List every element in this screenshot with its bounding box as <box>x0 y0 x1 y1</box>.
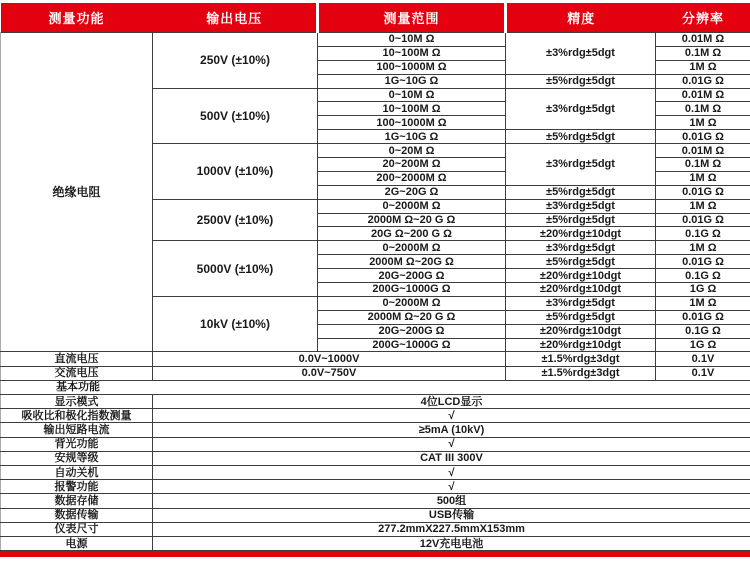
accuracy-cell: ±5%rdg±5dgt <box>506 185 656 199</box>
resolution-cell: 1M Ω <box>656 199 750 213</box>
row-label-cell: 数据传输 <box>1 508 153 522</box>
row-value-cell: 277.2mmX227.5mmX153mm <box>153 522 750 536</box>
row-label-cell: 自动关机 <box>1 465 153 479</box>
row-label-cell: 吸收比和极化指数测量 <box>1 409 153 423</box>
row-value-cell: 500组 <box>153 494 750 508</box>
resolution-cell: 0.01G Ω <box>656 255 750 269</box>
resolution-cell: 0.1V <box>656 352 750 366</box>
row-value-cell: 12V充电电池 <box>153 536 750 550</box>
range-cell: 1G~10G Ω <box>318 130 506 144</box>
resolution-cell: 0.1M Ω <box>656 46 750 60</box>
accuracy-cell: ±20%rdg±10dgt <box>506 324 656 338</box>
table-row <box>1 33 750 47</box>
accuracy-cell: ±5%rdg±5dgt <box>506 130 656 144</box>
resolution-cell: 0.01G Ω <box>656 74 750 88</box>
row-value-cell: √ <box>153 465 750 479</box>
range-cell: 0~10M Ω <box>318 88 506 102</box>
resolution-cell: 0.1V <box>656 366 750 380</box>
section-header-label: 基本功能 <box>56 381 100 394</box>
accuracy-cell: ±3%rdg±5dgt <box>506 144 656 186</box>
resolution-cell: 0.1M Ω <box>656 102 750 116</box>
table-row <box>1 536 750 550</box>
range-cell: 200G~1000G Ω <box>318 283 506 297</box>
range-cell: 20~200M Ω <box>318 158 506 172</box>
range-cell: 1G~10G Ω <box>318 74 506 88</box>
resolution-cell: 0.1G Ω <box>656 227 750 241</box>
row-value-cell: CAT III 300V <box>153 451 750 465</box>
table-row <box>1 366 750 380</box>
table-row <box>1 423 750 437</box>
range-cell: 0~2000M Ω <box>318 241 506 255</box>
accuracy-cell: ±3%rdg±5dgt <box>506 199 656 213</box>
range-cell: 2000M Ω~20G Ω <box>318 255 506 269</box>
resolution-cell: 1M Ω <box>656 171 750 185</box>
range-cell: 100~1000M Ω <box>318 116 506 130</box>
output-voltage-cell: 2500V (±10%) <box>153 199 318 241</box>
accuracy-cell: ±1.5%rdg±3dgt <box>506 366 656 380</box>
table-row <box>1 437 750 451</box>
resolution-cell: 1M Ω <box>656 296 750 310</box>
row-value-cell: √ <box>153 480 750 494</box>
accuracy-cell: ±5%rdg±5dgt <box>506 310 656 324</box>
range-cell: 0.0V~1000V <box>153 352 506 366</box>
range-cell: 2G~20G Ω <box>318 185 506 199</box>
table-row <box>1 409 750 423</box>
row-label-cell: 电源 <box>1 536 153 550</box>
range-cell: 0~20M Ω <box>318 144 506 158</box>
accuracy-cell: ±1.5%rdg±3dgt <box>506 352 656 366</box>
header-measure-function: 测量功能 <box>1 3 153 33</box>
resolution-cell: 1G Ω <box>656 283 750 297</box>
spec-table-header <box>1 3 750 33</box>
resolution-cell: 0.1M Ω <box>656 158 750 172</box>
output-voltage-cell: 500V (±10%) <box>153 88 318 144</box>
table-row <box>1 465 750 479</box>
accuracy-cell: ±5%rdg±5dgt <box>506 255 656 269</box>
accuracy-cell: ±5%rdg±5dgt <box>506 74 656 88</box>
row-label-cell: 数据存储 <box>1 494 153 508</box>
row-label-cell: 显示模式 <box>1 395 153 409</box>
resolution-cell: 0.1G Ω <box>656 324 750 338</box>
output-voltage-cell: 10kV (±10%) <box>153 296 318 352</box>
measure-function-cell: 绝缘电阻 <box>1 33 153 352</box>
header-accuracy: 精度 <box>506 3 656 33</box>
row-label-cell: 交流电压 <box>1 366 153 380</box>
accuracy-cell: ±3%rdg±5dgt <box>506 296 656 310</box>
header-output-voltage: 输出电压 <box>153 3 318 33</box>
row-label-cell: 直流电压 <box>1 352 153 366</box>
header-resolution: 分辨率 <box>656 3 750 33</box>
range-cell: 0~2000M Ω <box>318 199 506 213</box>
header-row <box>1 3 750 33</box>
resolution-cell: 1G Ω <box>656 338 750 352</box>
row-value-cell: 4位LCD显示 <box>153 395 750 409</box>
accuracy-cell: ±20%rdg±10dgt <box>506 269 656 283</box>
resolution-cell: 0.01M Ω <box>656 144 750 158</box>
row-value-cell: √ <box>153 409 750 423</box>
resolution-cell: 1M Ω <box>656 241 750 255</box>
range-cell: 200~2000M Ω <box>318 171 506 185</box>
table-row <box>1 508 750 522</box>
output-voltage-cell: 5000V (±10%) <box>153 241 318 297</box>
row-label-cell: 背光功能 <box>1 437 153 451</box>
range-cell: 200G~1000G Ω <box>318 338 506 352</box>
table-row <box>1 352 750 366</box>
row-label-cell: 输出短路电流 <box>1 423 153 437</box>
range-cell: 20G~200G Ω <box>318 269 506 283</box>
range-cell: 2000M Ω~20 G Ω <box>318 310 506 324</box>
resolution-cell: 0.01G Ω <box>656 185 750 199</box>
range-cell: 0.0V~750V <box>153 366 506 380</box>
range-cell: 0~2000M Ω <box>318 296 506 310</box>
accuracy-cell: ±3%rdg±5dgt <box>506 33 656 75</box>
table-row <box>1 522 750 536</box>
table-row <box>1 494 750 508</box>
header-measure-range: 测量范围 <box>318 3 506 33</box>
row-label-cell: 安规等级 <box>1 451 153 465</box>
resolution-cell: 0.01M Ω <box>656 88 750 102</box>
table-row <box>1 451 750 465</box>
accuracy-cell: ±5%rdg±5dgt <box>506 213 656 227</box>
range-cell: 0~10M Ω <box>318 33 506 47</box>
accuracy-cell: ±3%rdg±5dgt <box>506 88 656 130</box>
range-cell: 100~1000M Ω <box>318 60 506 74</box>
table-row <box>1 395 750 409</box>
range-cell: 10~100M Ω <box>318 46 506 60</box>
range-cell: 2000M Ω~20 G Ω <box>318 213 506 227</box>
accuracy-cell: ±20%rdg±10dgt <box>506 227 656 241</box>
accuracy-cell: ±20%rdg±10dgt <box>506 338 656 352</box>
output-voltage-cell: 1000V (±10%) <box>153 144 318 200</box>
row-label-cell: 仪表尺寸 <box>1 522 153 536</box>
accuracy-cell: ±3%rdg±5dgt <box>506 241 656 255</box>
spec-table <box>0 3 750 551</box>
range-cell: 20G~200G Ω <box>318 324 506 338</box>
resolution-cell: 1M Ω <box>656 116 750 130</box>
table-row <box>1 480 750 494</box>
row-label-cell: 报警功能 <box>1 480 153 494</box>
row-value-cell: USB传输 <box>153 508 750 522</box>
range-cell: 20G Ω~200 G Ω <box>318 227 506 241</box>
row-value-cell: √ <box>153 437 750 451</box>
bottom-red-bar <box>0 551 750 557</box>
resolution-cell: 0.1G Ω <box>656 269 750 283</box>
resolution-cell: 1M Ω <box>656 60 750 74</box>
resolution-cell: 0.01G Ω <box>656 130 750 144</box>
resolution-cell: 0.01G Ω <box>656 310 750 324</box>
range-cell: 10~100M Ω <box>318 102 506 116</box>
output-voltage-cell: 250V (±10%) <box>153 33 318 89</box>
row-value-cell: ≥5mA (10kV) <box>153 423 750 437</box>
section-header-cell <box>1 380 750 394</box>
spec-table-body <box>1 33 750 551</box>
resolution-cell: 0.01G Ω <box>656 213 750 227</box>
accuracy-cell: ±20%rdg±10dgt <box>506 283 656 297</box>
table-row <box>1 380 750 394</box>
resolution-cell: 0.01M Ω <box>656 33 750 47</box>
